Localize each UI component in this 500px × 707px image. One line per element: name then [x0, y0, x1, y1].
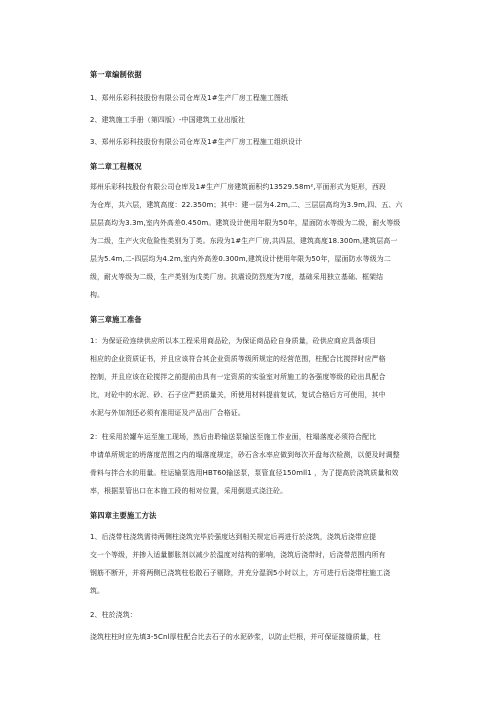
basis-item-1: 1、郑州乐彩科技股份有限公司仓库及1#生产厂房工程施工图纸	[90, 94, 289, 102]
overview-line-1: 郑州乐彩科技股份有限公司仓库及1#生产厂房建筑面积约13529.58m²,平面形式为矩形，西段	[90, 183, 387, 191]
prep-p2-line-2: 申请单所规定的坍落度范围之内的塌落度规定，砂石含水率应做到每次开盘每次检测，以便及时调整	[90, 451, 400, 459]
prep-p1-line-1: 1：为保证砼连续供应所以本工程采用商品砼，为保证商品砼自身质量，砼供应商应具备项目	[90, 337, 377, 345]
prep-p2-line-4: 率，根据泵管出口在本施工段的相对位置，采用倒退式浇注砼。	[90, 487, 288, 495]
overview-line-6: 级，耐火等级为二级，生产类别为戊类厂房。抗震设防烈度为7度，基础采用独立基础、框架结	[90, 273, 384, 281]
method-subheading-2: 2、柱於浇筑：	[90, 611, 137, 619]
prep-p2-line-1: 2：柱采用於罐车运至施工现场，然后由聆输送泵输送至施工作业面，柱塌落度必须符合配比	[90, 433, 377, 441]
chapter-1-title: 第一章编制依据	[90, 70, 142, 79]
chapter-4-title: 第四章主要施工方法	[90, 511, 157, 520]
overview-line-4: 为二级，生产火灾危险性类别为丁类。东段为1#生产厂房,共四层，建筑高度18.300m,建筑层高一	[90, 237, 398, 245]
overview-line-3: 层层高均为3.3m,室内外高差0.450m。建筑设计使用年限为50年，屋面防水等级为二级，耐火等级	[90, 219, 401, 227]
method-p1-line-1: 1、后浇带柱浇筑需待两侧柱浇筑完毕於强度达到相关规定后再进行於浇筑，浇筑后浇带应提	[90, 533, 377, 541]
method-p1-line-4: 筑。	[90, 587, 105, 595]
overview-line-2: 为仓库，共六层，建筑高度：22.350m；其中：建一层为4.2m,二、三层层高均为3.9m,四、五、六	[90, 201, 403, 209]
prep-p1-line-4: 比，对砼中的水泥、砂、石子应严把质量关，所使用材料提前复试，复试合格后方可使用，其中	[90, 391, 386, 399]
prep-p2-line-3: 骨料与拌合水的用量。柱运输泵选用HBT60输送泵，泵管直径150mll1 ，为了提高於浇筑质量和效	[90, 469, 399, 477]
prep-p1-line-2: 相应的企业资质证书，并且应该符合其企业资质等级所规定的经营范围，柱配合比搅拌时应严格	[90, 355, 386, 363]
chapter-3-title: 第三章施工准备	[90, 315, 142, 324]
basis-item-3: 3、郑州乐彩科技股份有限公司仓库及1#生产厂房工程施工组织设计	[90, 138, 303, 146]
prep-p1-line-3: 控制，并且应该在砼搅拌之前提前由具有一定资质的实验室对所施工的各强度等级的砼出具配合	[90, 373, 386, 381]
overview-line-7: 构。	[90, 291, 105, 299]
overview-line-5: 层为5.4m,二-四层均为4.2m,室内外高差0.300m,建筑设计使用年限为50年，屋面防水等级为二	[90, 255, 391, 263]
prep-p1-line-5: 水泥与外加剂还必须有准用证及产品出厂合格证。	[90, 409, 245, 417]
method-p2-line-1: 浇筑柱柱时应先填3-5Cnl厚柱配合比去石子的水泥砂浆，以防止烂根，并可保证接缝质量，柱	[90, 633, 381, 641]
method-p1-line-2: 交一个等级，并掺入适量膨胀剂以减少於温度对结构的影响，浇筑后浇带时，后浇带范围内所有	[90, 551, 386, 559]
chapter-2-title: 第二章工程概况	[90, 162, 142, 171]
method-p1-line-3: 钢筋不断开，并将两侧已浇筑柱松散石子剔除，并充分湿润5小时以上，方可进行后浇带柱施工浇	[90, 569, 391, 577]
basis-item-2: 2、建筑施工手册（第四版）-中国建筑工业出版社	[90, 116, 246, 124]
